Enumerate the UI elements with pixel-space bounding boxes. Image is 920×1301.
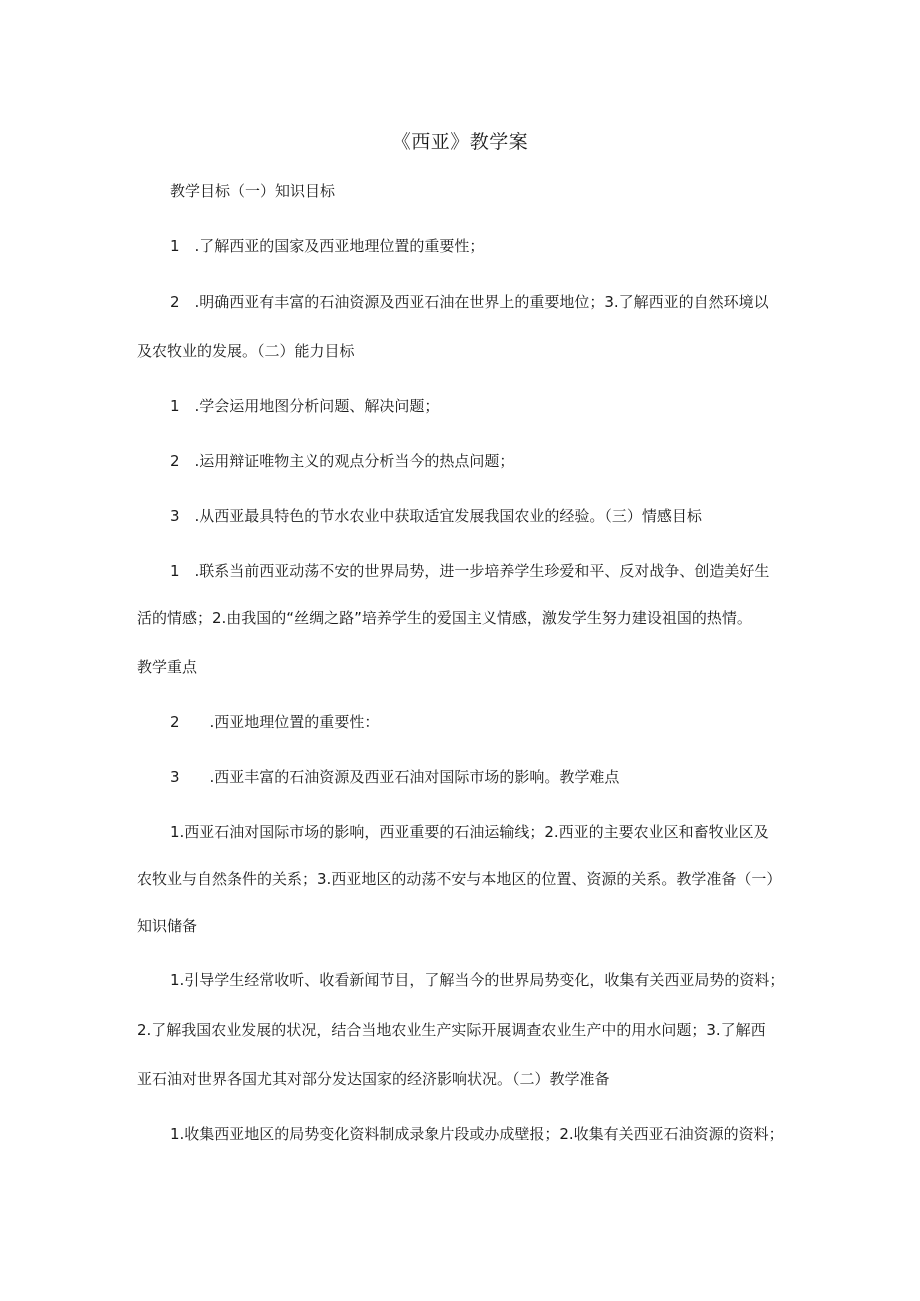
paragraph-line: 2 .西亚地理位置的重要性： (170, 713, 380, 731)
paragraph-line: 知识储备 (137, 917, 198, 935)
paragraph-line: 及农牧业的发展。（二）能力目标 (137, 342, 355, 360)
paragraph-line: 3 .西亚丰富的石油资源及西亚石油对国际市场的影响。教学难点 (170, 768, 620, 786)
paragraph-line: 1.引导学生经常收听、收看新闻节目，了解当今的世界局势变化，收集有关西亚局势的资料； (170, 971, 785, 989)
paragraph-line: 1.收集西亚地区的局势变化资料制成录象片段或办成壁报；2.收集有关西亚石油资源的资料； (170, 1125, 784, 1143)
paragraph-line: 2.了解我国农业发展的状况，结合当地农业生产实际开展调查农业生产中的用水问题；3.了解西 (137, 1021, 766, 1039)
paragraph-line: 农牧业与自然条件的关系；3.西亚地区的动荡不安与本地区的位置、资源的关系。教学准备（一） (137, 870, 782, 888)
paragraph-line-objectives-heading: 教学目标（一）知识目标 (170, 182, 336, 200)
paragraph-line: 1 .了解西亚的国家及西亚地理位置的重要性； (170, 237, 485, 255)
paragraph-line: 亚石油对世界各国尤其对部分发达国家的经济影响状况。（二）教学准备 (137, 1070, 610, 1088)
paragraph-line: 2 .运用辩证唯物主义的观点分析当今的热点问题； (170, 452, 515, 470)
section-heading-key-points: 教学重点 (137, 658, 198, 676)
paragraph-line: 活的情感；2.由我国的“丝绸之路”培养学生的爱国主义情感，激发学生努力建设祖国的热情。 (137, 609, 752, 627)
paragraph-line: 1 .学会运用地图分析问题、解决问题； (170, 397, 440, 415)
paragraph-line: 2 .明确西亚有丰富的石油资源及西亚石油在世界上的重要地位；3.了解西亚的自然环境以 (170, 293, 769, 311)
paragraph-line: 1 .联系当前西亚动荡不安的世界局势，进一步培养学生珍爱和平、反对战争、创造美好生 (170, 562, 770, 580)
paragraph-line: 1.西亚石油对国际市场的影响，西亚重要的石油运输线；2.西亚的主要农业区和畜牧业区及 (170, 823, 769, 841)
paragraph-line: 3 .从西亚最具特色的节水农业中获取适宜发展我国农业的经验。（三）情感目标 (170, 507, 702, 525)
document-title: 《西亚》教学案 (391, 131, 529, 153)
